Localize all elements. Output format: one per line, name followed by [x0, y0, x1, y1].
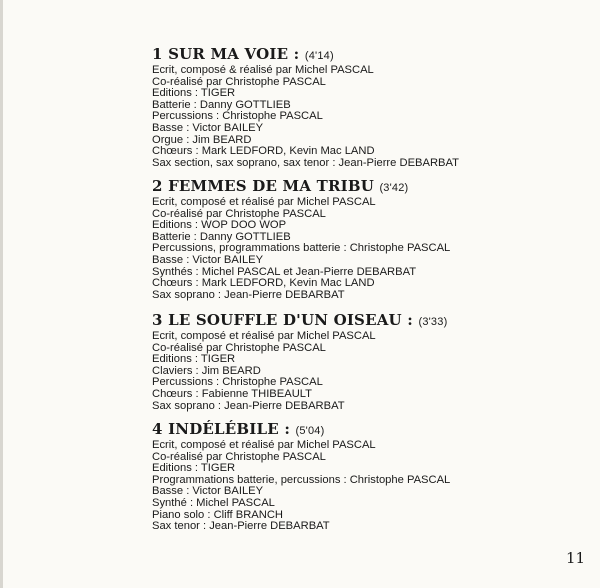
credit-line: Co-réalisé par Christophe PASCAL	[152, 450, 326, 463]
credit-line: Orgue : Jim BEARD	[152, 133, 252, 146]
credit-line: Percussions, programmations batterie : Christophe PASCAL	[152, 242, 451, 255]
credit-line: Piano solo : Cliff BRANCH	[152, 508, 283, 521]
credit-line: Ecrit, composé et réalisé par Michel PASCAL	[152, 330, 376, 342]
credit-line: Percussions : Christophe PASCAL	[152, 110, 323, 123]
track-credits	[152, 440, 450, 533]
credit-line: Sax section, sax soprano, sax tenor : Jean-Pierre DEBARBAT	[152, 156, 459, 169]
credit-line: Basse : Victor BAILEY	[152, 253, 264, 266]
credit-line: Basse : Victor BAILEY	[152, 121, 264, 134]
track-duration: (5'04)	[295, 425, 325, 437]
credit-line: Editions : TIGER	[152, 353, 236, 366]
track-title: 1 SUR MA VOIE : (4'14)	[152, 45, 334, 63]
credit-line: Basse : Victor BAILEY	[152, 485, 264, 498]
credit-line: Editions : TIGER	[152, 462, 236, 475]
credit-line: Synthé : Michel PASCAL	[152, 496, 275, 509]
track-title: 2 FEMMES DE MA TRIBU (3'42)	[152, 177, 409, 195]
track-title: 4 INDÉLÉBILE : (5'04)	[152, 420, 325, 438]
track-credits	[152, 197, 450, 301]
track-2	[152, 177, 450, 301]
credit-line: Sax tenor : Jean-Pierre DEBARBAT	[152, 520, 330, 533]
credit-line: Co-réalisé par Christophe PASCAL	[152, 75, 326, 88]
credit-line: Percussions : Christophe PASCAL	[152, 376, 323, 389]
credit-line: Co-réalisé par Christophe PASCAL	[152, 207, 326, 220]
credit-line: Sax soprano : Jean-Pierre DEBARBAT	[152, 288, 345, 301]
page-edge	[0, 0, 3, 588]
credit-line: Ecrit, composé & réalisé par Michel PASCAL	[152, 64, 374, 76]
credit-line: Synthés : Michel PASCAL et Jean-Pierre DEBARBAT	[152, 265, 417, 278]
credit-line: Batterie : Danny GOTTLIEB	[152, 230, 291, 243]
credit-line: Chœurs : Mark LEDFORD, Kevin Mac LAND	[152, 277, 375, 290]
credit-line: Editions : TIGER	[152, 87, 236, 100]
track-duration: (4'14)	[304, 50, 334, 62]
credit-line: Co-réalisé par Christophe PASCAL	[152, 341, 326, 354]
credit-line: Ecrit, composé et réalisé par Michel PASCAL	[152, 196, 376, 208]
credit-line: Batterie : Danny GOTTLIEB	[152, 98, 291, 111]
track-credits	[152, 65, 459, 169]
track-duration: (3'33)	[418, 316, 448, 328]
track-1	[152, 45, 459, 169]
page-number: 11	[566, 549, 586, 567]
credit-line: Ecrit, composé et réalisé par Michel PASCAL	[152, 439, 376, 451]
credit-line: Sax soprano : Jean-Pierre DEBARBAT	[152, 399, 345, 412]
credit-line: Programmations batterie, percussions : Christophe PASCAL	[152, 473, 451, 486]
credit-line: Chœurs : Fabienne THIBEAULT	[152, 387, 312, 400]
track-title: 3 LE SOUFFLE D'UN OISEAU : (3'33)	[152, 311, 448, 329]
track-3	[152, 311, 447, 412]
credit-line: Claviers : Jim BEARD	[152, 364, 261, 377]
track-4	[152, 420, 450, 533]
credit-line: Chœurs : Mark LEDFORD, Kevin Mac LAND	[152, 145, 375, 158]
track-credits	[152, 331, 447, 412]
track-duration: (3'42)	[379, 182, 409, 194]
credit-line: Editions : WOP DOO WOP	[152, 219, 287, 232]
